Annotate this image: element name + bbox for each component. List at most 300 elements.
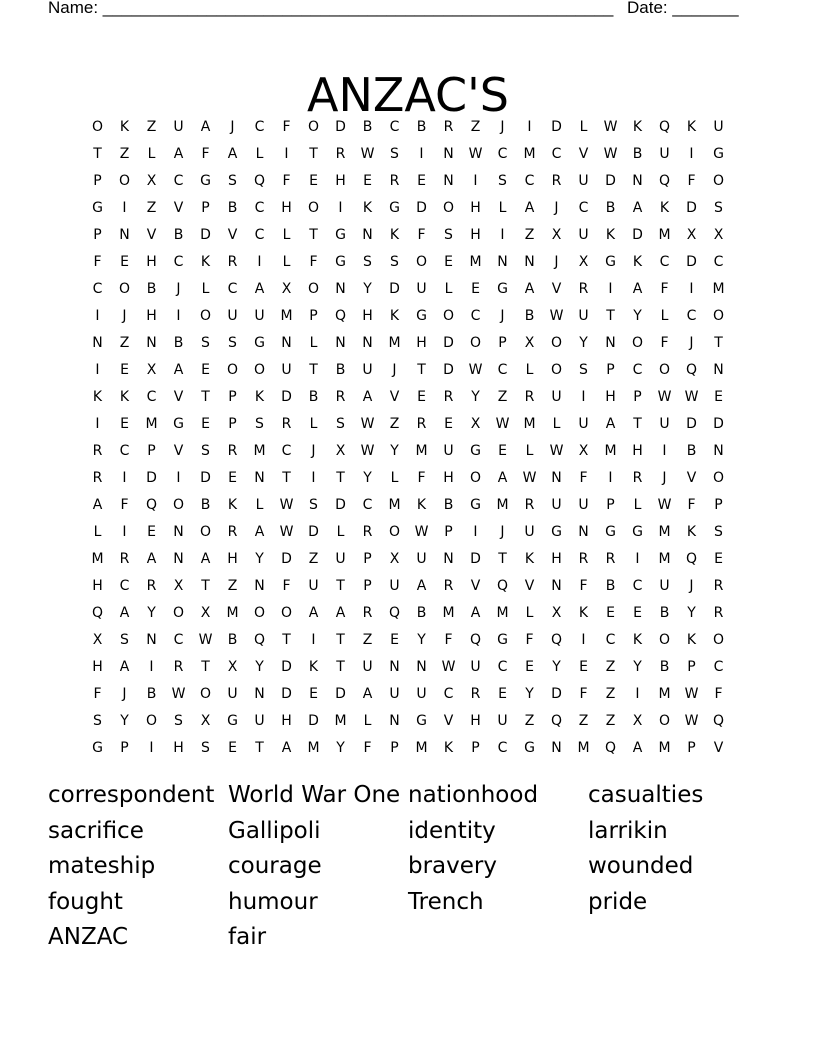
grid-letter: K bbox=[308, 658, 319, 675]
grid-letter: D bbox=[146, 469, 157, 486]
grid-letter: G bbox=[605, 523, 616, 540]
grid-letter: N bbox=[92, 334, 103, 351]
grid-letter: M bbox=[280, 307, 293, 324]
grid-letter: M bbox=[577, 739, 590, 756]
grid-letter: W bbox=[522, 469, 537, 486]
grid-letter: Y bbox=[336, 739, 345, 756]
grid-letter: M bbox=[523, 145, 536, 162]
grid-letter: F bbox=[282, 577, 291, 594]
grid-letter: Y bbox=[120, 712, 129, 729]
grid-letter: F bbox=[120, 496, 129, 513]
grid-letter: M bbox=[91, 550, 104, 567]
grid-letter: I bbox=[149, 658, 154, 675]
grid-letter: P bbox=[93, 226, 102, 243]
grid-letter: U bbox=[416, 685, 427, 702]
grid-letter: S bbox=[498, 172, 507, 189]
grid-letter: G bbox=[497, 631, 508, 648]
grid-letter: B bbox=[524, 307, 535, 324]
grid-letter: U bbox=[227, 685, 238, 702]
grid-letter: M bbox=[145, 415, 158, 432]
grid-letter: L bbox=[552, 415, 561, 432]
grid-letter: D bbox=[686, 415, 697, 432]
grid-letter: N bbox=[389, 658, 400, 675]
grid-letter: T bbox=[93, 145, 102, 162]
grid-letter: H bbox=[470, 199, 481, 216]
grid-letter: O bbox=[307, 280, 320, 297]
grid-letter: E bbox=[417, 172, 426, 189]
grid-letter: S bbox=[390, 253, 399, 270]
grid-letter: Y bbox=[255, 658, 264, 675]
grid-letter: A bbox=[254, 523, 265, 540]
grid-letter: N bbox=[146, 334, 157, 351]
grid-letter: T bbox=[336, 658, 345, 675]
grid-letter: D bbox=[335, 496, 346, 513]
grid-letter: B bbox=[659, 604, 670, 621]
grid-letter: B bbox=[632, 145, 643, 162]
grid-letter: S bbox=[336, 415, 345, 432]
grid-letter: O bbox=[550, 361, 563, 378]
grid-letter: T bbox=[606, 307, 615, 324]
grid-letter: L bbox=[660, 307, 669, 324]
grid-letter: K bbox=[227, 496, 238, 513]
grid-letter: T bbox=[309, 145, 318, 162]
grid-letter: I bbox=[95, 415, 100, 432]
grid-letter: F bbox=[660, 334, 669, 351]
grid-letter: A bbox=[497, 469, 508, 486]
grid-letter: Q bbox=[388, 604, 401, 621]
grid-letter: J bbox=[500, 523, 505, 540]
grid-letter: D bbox=[551, 118, 562, 135]
grid-letter: N bbox=[119, 226, 130, 243]
grid-letter: Z bbox=[146, 118, 157, 135]
grid-letter: T bbox=[633, 415, 642, 432]
grid-letter: W bbox=[549, 307, 564, 324]
grid-letter: U bbox=[470, 658, 481, 675]
grid-letter: E bbox=[363, 172, 372, 189]
grid-letter: M bbox=[712, 280, 725, 297]
grid-letter: N bbox=[524, 253, 535, 270]
grid-letter: Z bbox=[362, 631, 373, 648]
grid-letter: D bbox=[389, 280, 400, 297]
grid-letter: L bbox=[93, 523, 102, 540]
grid-letter: N bbox=[713, 361, 724, 378]
grid-letter: E bbox=[390, 631, 399, 648]
grid-letter: N bbox=[713, 442, 724, 459]
grid-letter: I bbox=[419, 145, 424, 162]
grid-letter: C bbox=[92, 280, 103, 297]
grid-letter: F bbox=[363, 739, 372, 756]
grid-letter: U bbox=[659, 577, 670, 594]
grid-letter: T bbox=[336, 577, 345, 594]
grid-letter: G bbox=[470, 442, 481, 459]
grid-letter: I bbox=[500, 226, 505, 243]
grid-letter: Z bbox=[605, 712, 616, 729]
grid-letter: K bbox=[389, 226, 400, 243]
grid-letter: F bbox=[714, 685, 723, 702]
grid-letter: H bbox=[470, 226, 481, 243]
grid-letter: Y bbox=[363, 280, 372, 297]
grid-letter: R bbox=[605, 550, 616, 567]
grid-letter: J bbox=[311, 442, 316, 459]
grid-letter: O bbox=[172, 496, 185, 513]
word-list-item: nationhood bbox=[408, 782, 539, 808]
grid-letter: W bbox=[360, 415, 375, 432]
grid-letter: U bbox=[362, 658, 373, 675]
grid-letter: E bbox=[498, 685, 507, 702]
grid-letter: R bbox=[92, 442, 103, 459]
grid-letter: K bbox=[632, 631, 643, 648]
grid-letter: O bbox=[469, 469, 482, 486]
grid-letter: K bbox=[659, 199, 670, 216]
grid-letter: G bbox=[416, 712, 427, 729]
grid-letter: K bbox=[389, 307, 400, 324]
grid-letter: B bbox=[416, 118, 427, 135]
grid-letter: N bbox=[578, 523, 589, 540]
grid-letter: O bbox=[280, 604, 293, 621]
grid-letter: S bbox=[714, 523, 723, 540]
grid-letter: X bbox=[470, 415, 481, 432]
grid-letter: F bbox=[417, 469, 426, 486]
grid-letter: J bbox=[230, 118, 235, 135]
grid-letter: O bbox=[91, 118, 104, 135]
grid-letter: C bbox=[659, 253, 670, 270]
grid-letter: Q bbox=[91, 604, 104, 621]
grid-letter: I bbox=[257, 253, 262, 270]
grid-letter: C bbox=[119, 442, 130, 459]
grid-letter: C bbox=[605, 631, 616, 648]
grid-letter: W bbox=[495, 415, 510, 432]
grid-letter: Z bbox=[524, 226, 535, 243]
grid-letter: R bbox=[551, 172, 562, 189]
grid-letter: I bbox=[608, 280, 613, 297]
grid-letter: C bbox=[524, 172, 535, 189]
grid-letter: O bbox=[658, 712, 671, 729]
grid-letter: Y bbox=[255, 550, 264, 567]
grid-letter: I bbox=[689, 145, 694, 162]
grid-letter: T bbox=[255, 739, 264, 756]
grid-letter: O bbox=[253, 361, 266, 378]
grid-letter: W bbox=[468, 361, 483, 378]
grid-letter: G bbox=[254, 334, 265, 351]
grid-letter: K bbox=[578, 604, 589, 621]
grid-letter: E bbox=[228, 469, 237, 486]
grid-letter: N bbox=[362, 334, 373, 351]
grid-letter: B bbox=[227, 631, 238, 648]
grid-letter: R bbox=[443, 388, 454, 405]
grid-letter: O bbox=[712, 631, 725, 648]
grid-letter: U bbox=[335, 550, 346, 567]
grid-letter: O bbox=[442, 307, 455, 324]
grid-letter: A bbox=[281, 739, 292, 756]
grid-letter: U bbox=[416, 550, 427, 567]
grid-letter: R bbox=[632, 469, 643, 486]
grid-letter: B bbox=[659, 658, 670, 675]
header-line bbox=[48, 0, 739, 18]
grid-letter: T bbox=[282, 631, 291, 648]
grid-letter: G bbox=[632, 523, 643, 540]
grid-letter: M bbox=[604, 442, 617, 459]
word-list-item: larrikin bbox=[588, 817, 668, 844]
grid-letter: Y bbox=[525, 685, 534, 702]
grid-letter: A bbox=[632, 280, 643, 297]
word-list-item: sacrifice bbox=[48, 817, 144, 844]
grid-letter: N bbox=[254, 469, 265, 486]
grid-letter: P bbox=[390, 739, 399, 756]
grid-letter: Z bbox=[308, 550, 319, 567]
grid-letter: B bbox=[146, 280, 157, 297]
grid-letter: I bbox=[608, 469, 613, 486]
word-list-item: World War One bbox=[228, 782, 401, 808]
grid-letter: W bbox=[360, 442, 375, 459]
grid-letter: I bbox=[149, 739, 154, 756]
grid-letter: D bbox=[281, 658, 292, 675]
grid-letter: B bbox=[173, 334, 184, 351]
grid-letter: L bbox=[147, 145, 156, 162]
grid-letter: V bbox=[470, 577, 481, 594]
grid-letter: A bbox=[605, 415, 616, 432]
grid-letter: I bbox=[527, 118, 532, 135]
grid-letter: N bbox=[443, 550, 454, 567]
grid-letter: I bbox=[122, 523, 127, 540]
grid-letter: M bbox=[496, 604, 509, 621]
grid-letter: R bbox=[335, 145, 346, 162]
grid-letter: W bbox=[603, 145, 618, 162]
grid-letter: C bbox=[173, 253, 184, 270]
grid-letter: B bbox=[605, 577, 616, 594]
grid-letter: F bbox=[579, 577, 588, 594]
grid-letter: U bbox=[659, 145, 670, 162]
grid-letter: C bbox=[119, 577, 130, 594]
grid-letter: E bbox=[714, 388, 723, 405]
grid-letter: L bbox=[525, 442, 534, 459]
grid-letter: W bbox=[657, 388, 672, 405]
grid-letter: R bbox=[362, 604, 373, 621]
grid-letter: V bbox=[551, 280, 562, 297]
grid-letter: W bbox=[684, 712, 699, 729]
grid-letter: J bbox=[554, 199, 559, 216]
grid-letter: X bbox=[524, 334, 535, 351]
grid-letter: N bbox=[416, 658, 427, 675]
grid-letter: A bbox=[308, 604, 319, 621]
word-list-item: fair bbox=[228, 924, 267, 951]
grid-letter: U bbox=[578, 415, 589, 432]
grid-letter: N bbox=[146, 631, 157, 648]
grid-letter: D bbox=[713, 415, 724, 432]
grid-letter: D bbox=[281, 550, 292, 567]
grid-letter: R bbox=[713, 604, 724, 621]
grid-letter: B bbox=[605, 199, 616, 216]
grid-letter: F bbox=[282, 172, 291, 189]
grid-letter: Y bbox=[633, 658, 642, 675]
grid-letter: W bbox=[684, 388, 699, 405]
grid-letter: X bbox=[92, 631, 103, 648]
grid-letter: X bbox=[335, 442, 346, 459]
grid-letter: B bbox=[227, 199, 238, 216]
grid-letter: T bbox=[309, 361, 318, 378]
grid-letter: F bbox=[579, 469, 588, 486]
grid-letter: O bbox=[388, 523, 401, 540]
grid-letter: X bbox=[281, 280, 292, 297]
grid-letter: Q bbox=[253, 172, 266, 189]
grid-letter: V bbox=[173, 388, 184, 405]
grid-letter: H bbox=[146, 307, 157, 324]
grid-letter: E bbox=[633, 604, 642, 621]
word-list-item: ANZAC bbox=[48, 924, 129, 951]
grid-letter: K bbox=[119, 118, 130, 135]
grid-letter: W bbox=[171, 685, 186, 702]
grid-letter: C bbox=[254, 118, 265, 135]
grid-letter: C bbox=[227, 280, 238, 297]
grid-letter: Y bbox=[417, 631, 426, 648]
date-field-label: Date: _______ bbox=[627, 0, 739, 17]
grid-letter: A bbox=[470, 604, 481, 621]
grid-letter: P bbox=[687, 739, 696, 756]
grid-letter: K bbox=[524, 550, 535, 567]
grid-letter: Q bbox=[496, 577, 509, 594]
grid-letter: P bbox=[201, 199, 210, 216]
grid-letter: C bbox=[146, 388, 157, 405]
grid-letter: Z bbox=[524, 712, 535, 729]
word-list bbox=[48, 778, 768, 956]
grid-letter: I bbox=[662, 442, 667, 459]
grid-letter: R bbox=[713, 577, 724, 594]
grid-letter: C bbox=[632, 361, 643, 378]
grid-letter: T bbox=[201, 577, 210, 594]
grid-letter: N bbox=[254, 577, 265, 594]
grid-letter: V bbox=[173, 442, 184, 459]
word-list-item: Gallipoli bbox=[228, 817, 321, 844]
grid-letter: C bbox=[497, 361, 508, 378]
grid-letter: J bbox=[122, 685, 127, 702]
grid-letter: J bbox=[554, 253, 559, 270]
grid-letter: V bbox=[443, 712, 454, 729]
grid-letter: E bbox=[444, 415, 453, 432]
grid-letter: M bbox=[658, 739, 671, 756]
grid-letter: M bbox=[658, 226, 671, 243]
grid-letter: Y bbox=[579, 334, 588, 351]
grid-letter: M bbox=[334, 712, 347, 729]
grid-letter: K bbox=[686, 631, 697, 648]
grid-letter: D bbox=[443, 334, 454, 351]
grid-letter: W bbox=[414, 523, 429, 540]
grid-letter: O bbox=[415, 253, 428, 270]
grid-letter: U bbox=[389, 685, 400, 702]
grid-letter: R bbox=[578, 280, 589, 297]
grid-letter: A bbox=[92, 496, 103, 513]
grid-letter: X bbox=[551, 226, 562, 243]
grid-letter: Q bbox=[685, 361, 698, 378]
grid-letter: V bbox=[389, 388, 400, 405]
grid-letter: U bbox=[524, 523, 535, 540]
grid-letter: C bbox=[173, 631, 184, 648]
grid-letter: R bbox=[119, 550, 130, 567]
grid-letter: B bbox=[416, 604, 427, 621]
grid-letter: H bbox=[92, 658, 103, 675]
grid-letter: E bbox=[525, 658, 534, 675]
grid-letter: G bbox=[173, 415, 184, 432]
word-list-item: correspondent bbox=[48, 782, 215, 808]
grid-letter: S bbox=[228, 172, 237, 189]
grid-letter: S bbox=[579, 361, 588, 378]
grid-letter: L bbox=[498, 199, 507, 216]
grid-letter: A bbox=[632, 739, 643, 756]
grid-letter: D bbox=[335, 685, 346, 702]
grid-letter: G bbox=[605, 253, 616, 270]
grid-letter: N bbox=[173, 550, 184, 567]
grid-letter: C bbox=[173, 172, 184, 189]
grid-letter: I bbox=[176, 469, 181, 486]
grid-letter: W bbox=[549, 442, 564, 459]
grid-letter: L bbox=[255, 496, 264, 513]
grid-letter: M bbox=[415, 442, 428, 459]
grid-letter: D bbox=[416, 199, 427, 216]
grid-letter: G bbox=[92, 199, 103, 216]
grid-letter: I bbox=[635, 685, 640, 702]
grid-letter: F bbox=[525, 631, 534, 648]
grid-letter: Y bbox=[471, 388, 480, 405]
grid-letter: E bbox=[201, 415, 210, 432]
grid-letter: R bbox=[443, 118, 454, 135]
grid-letter: K bbox=[686, 523, 697, 540]
grid-letter: S bbox=[363, 253, 372, 270]
grid-letter: I bbox=[311, 631, 316, 648]
grid-letter: C bbox=[632, 577, 643, 594]
grid-letter: R bbox=[416, 415, 427, 432]
grid-letter: G bbox=[497, 280, 508, 297]
grid-letter: G bbox=[470, 496, 481, 513]
grid-letter: Q bbox=[658, 172, 671, 189]
grid-letter: X bbox=[146, 361, 157, 378]
grid-letter: M bbox=[442, 604, 455, 621]
grid-letter: L bbox=[309, 415, 318, 432]
grid-letter: N bbox=[254, 685, 265, 702]
grid-letter: T bbox=[417, 361, 426, 378]
name-field-label: Name: ______________________________________________________ bbox=[48, 0, 614, 17]
grid-letter: V bbox=[227, 226, 238, 243]
grid-letter: A bbox=[335, 604, 346, 621]
grid-letter: D bbox=[308, 712, 319, 729]
grid-letter: Z bbox=[119, 334, 130, 351]
grid-letter: S bbox=[174, 712, 183, 729]
grid-letter: T bbox=[336, 631, 345, 648]
grid-letter: J bbox=[689, 577, 694, 594]
word-list-item: wounded bbox=[588, 853, 694, 880]
word-list-item: mateship bbox=[48, 853, 156, 880]
grid-letter: D bbox=[443, 361, 454, 378]
grid-letter: A bbox=[119, 604, 130, 621]
grid-letter: R bbox=[227, 523, 238, 540]
grid-letter: I bbox=[122, 199, 127, 216]
grid-letter: C bbox=[713, 658, 724, 675]
grid-letter: R bbox=[470, 685, 481, 702]
grid-letter: R bbox=[524, 388, 535, 405]
grid-letter: R bbox=[389, 172, 400, 189]
grid-letter: G bbox=[200, 172, 211, 189]
grid-letter: C bbox=[686, 307, 697, 324]
grid-letter: L bbox=[255, 145, 264, 162]
grid-letter: F bbox=[417, 226, 426, 243]
grid-letter: G bbox=[524, 739, 535, 756]
grid-letter: X bbox=[146, 172, 157, 189]
grid-letter: K bbox=[632, 253, 643, 270]
grid-letter: O bbox=[658, 631, 671, 648]
grid-letter: R bbox=[227, 442, 238, 459]
grid-letter: O bbox=[118, 280, 131, 297]
grid-letter: S bbox=[255, 415, 264, 432]
grid-letter: L bbox=[336, 523, 345, 540]
grid-letter: B bbox=[362, 118, 373, 135]
grid-letter: N bbox=[173, 523, 184, 540]
